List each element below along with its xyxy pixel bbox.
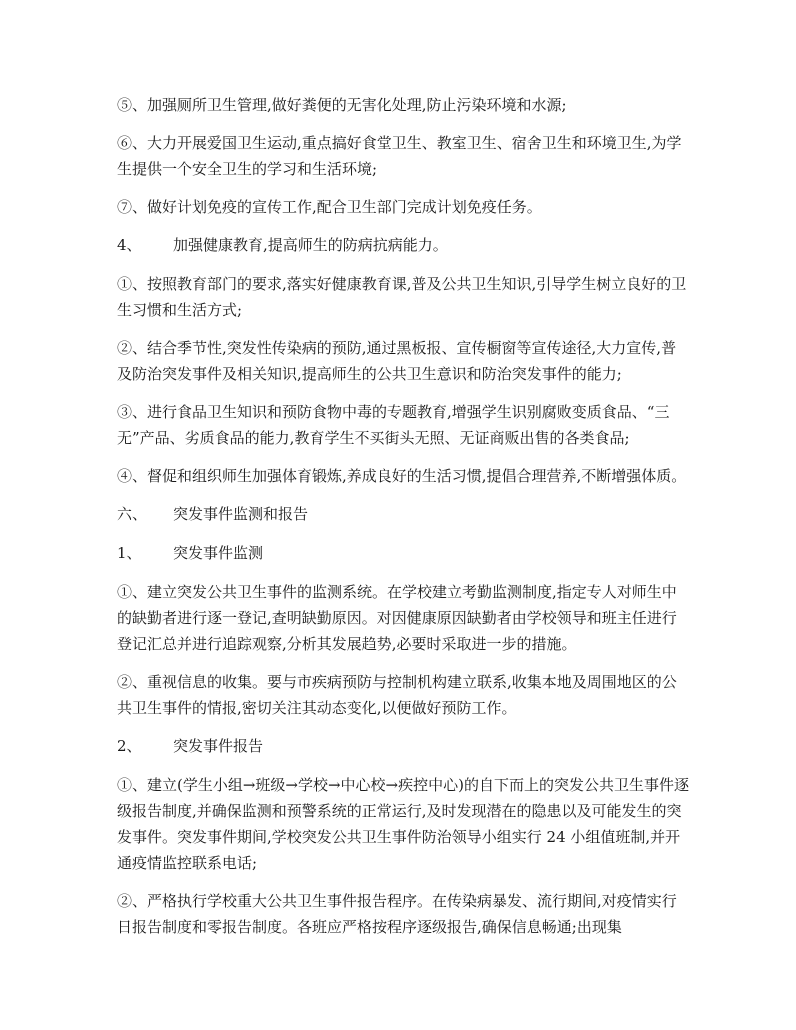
heading-text: 突发事件监测 xyxy=(173,544,264,562)
document-page xyxy=(117,92,689,952)
subsection-heading-monitoring xyxy=(117,540,689,566)
heading-number: 2、 xyxy=(117,737,142,755)
subsection-heading-report xyxy=(117,733,689,759)
section-heading-monitoring-report xyxy=(117,501,689,527)
paragraph-report-1: ①、建立(学生小组→班级→学校→中心校→疾控中心)的自下而上的突发公共卫生事件逐级报告制度,并确保监测和预警系统的正常运行,及时发现潜在的隐患以及可能发生的突发事件。突发事件期间,学校突发公共卫生事件防治领导小组实行 24 小组值班制,并开通疫情监控联系电话; xyxy=(117,776,689,872)
paragraph-monitoring-2: ②、重视信息的收集。要与市疾病预防与控制机构建立联系,收集本地及周围地区的公共卫生事件的情报,密切关注其动态变化,以便做好预防工作。 xyxy=(117,673,677,717)
heading-text: 加强健康教育,提高师生的防病抗病能力。 xyxy=(173,236,448,254)
paragraph-item-5: ⑤、加强厕所卫生管理,做好粪便的无害化处理,防止污染环境和水源; xyxy=(117,96,567,114)
heading-number: 1、 xyxy=(117,544,142,562)
heading-text: 突发事件监测和报告 xyxy=(173,505,309,523)
heading-number: 六、 xyxy=(117,505,148,523)
paragraph-monitoring-1: ①、建立突发公共卫生事件的监测系统。在学校建立考勤监测制度,指定专人对师生中的缺勤者进行逐一登记,查明缺勤原因。对因健康原因缺勤者由学校领导和班主任进行登记汇总并进行追踪观察,分析其发展趋势,必要时采取进一步的措施。 xyxy=(117,583,677,653)
section-heading-health-education xyxy=(117,232,689,258)
paragraph-report-2: ②、严格执行学校重大公共卫生事件报告程序。在传染病暴发、流行期间,对疫情实行日报告制度和零报告制度。各班应严格按程序逐级报告,确保信息畅通;出现集 xyxy=(117,892,677,936)
heading-text: 突发事件报告 xyxy=(173,737,264,755)
paragraph-item-3: ③、进行食品卫生知识和预防食物中毒的专题教育,增强学生识别腐败变质食品、“三无”产品、劣质食品的能力,教育学生不买街头无照、无证商贩出售的各类食品; xyxy=(117,403,670,447)
paragraph-item-6: ⑥、大力开展爱国卫生运动,重点搞好食堂卫生、教室卫生、宿舍卫生和环境卫生,为学生提供一个安全卫生的学习和生活环境; xyxy=(117,134,682,178)
paragraph-item-4: ④、督促和组织师生加强体育锻炼,养成良好的生活习惯,提倡合理营养,不断增强体质。 xyxy=(117,467,687,485)
heading-number: 4、 xyxy=(117,236,142,254)
paragraph-item-7: ⑦、做好计划免疫的宣传工作,配合卫生部门完成计划免疫任务。 xyxy=(117,198,542,216)
paragraph-item-1: ①、按照教育部门的要求,落实好健康教育课,普及公共卫生知识,引导学生树立良好的卫生习惯和生活方式; xyxy=(117,275,687,319)
paragraph-item-2: ②、结合季节性,突发性传染病的预防,通过黑板报、宣传橱窗等宣传途径,大力宣传,普及防治突发事件及相关知识,提高师生的公共卫生意识和防治突发事件的能力; xyxy=(117,339,677,383)
